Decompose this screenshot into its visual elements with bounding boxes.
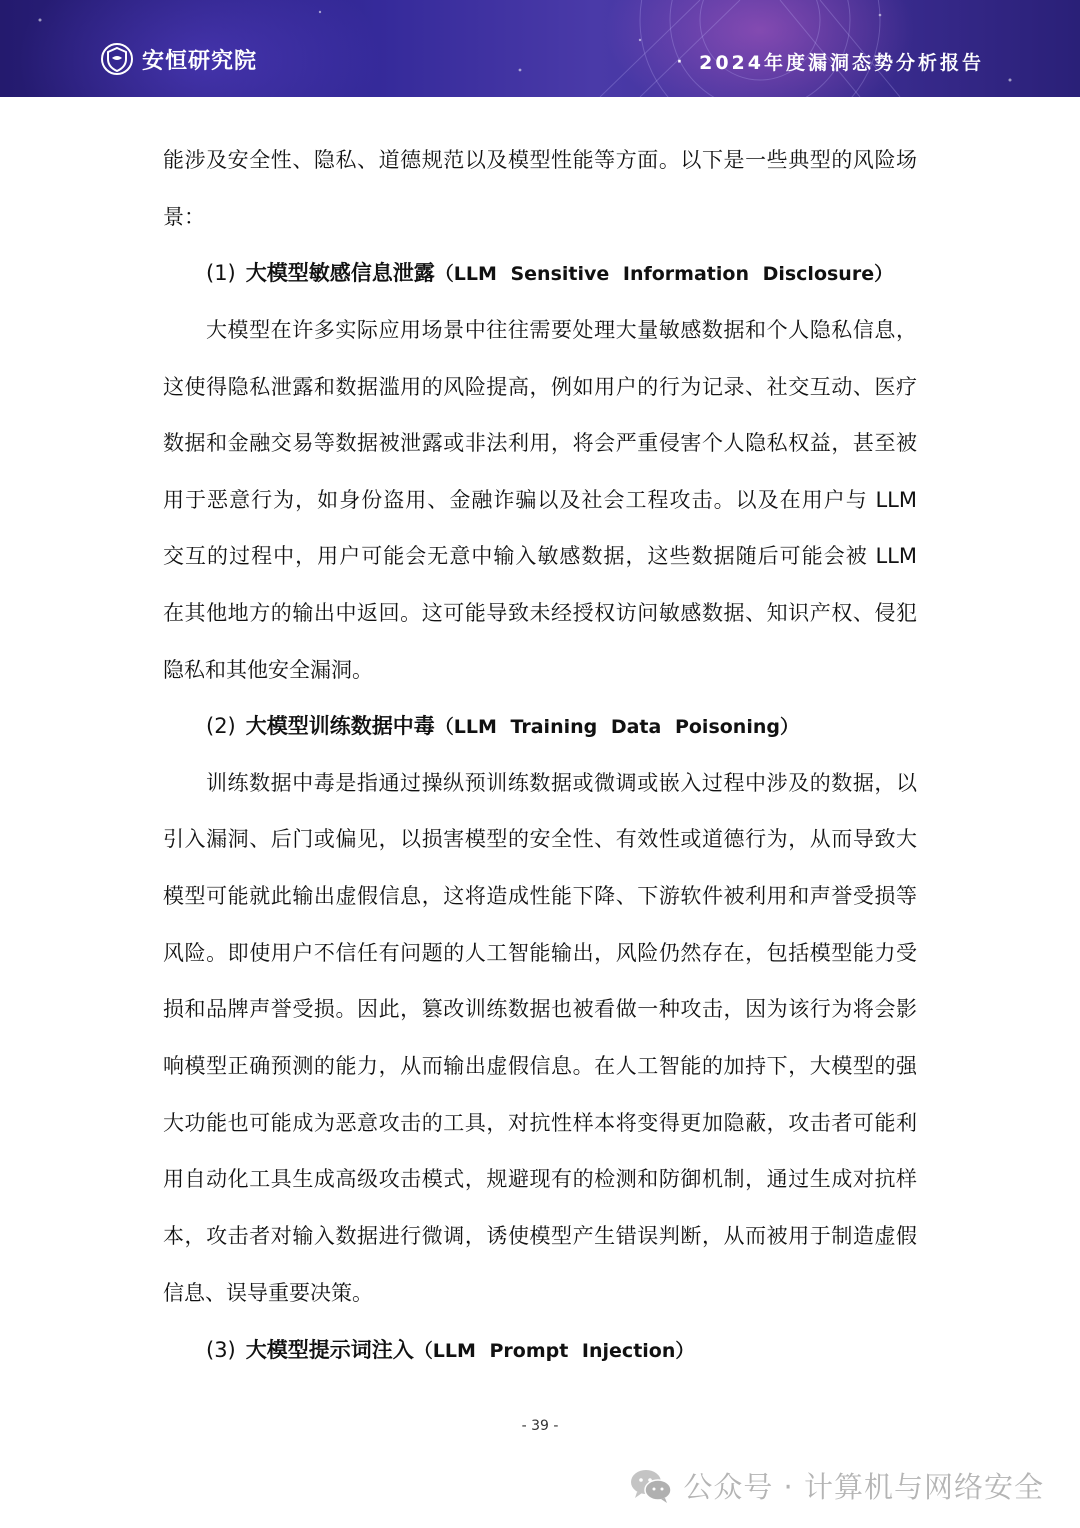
report-title-text: 2024年度漏洞态势分析报告 xyxy=(699,52,984,74)
page-number: - 39 - xyxy=(521,1418,559,1434)
intro-line: 能涉及安全性、隐私、道德规范以及模型性能等方面。以下是一些典型的风险场 xyxy=(163,148,917,172)
watermark-text: 公众号 · 计算机与网络安全 xyxy=(683,1470,1044,1504)
report-title xyxy=(677,48,984,75)
wechat-icon xyxy=(629,1468,673,1504)
section-title-zh: 大模型敏感信息泄露 xyxy=(245,261,435,285)
section-number: (1) xyxy=(206,261,236,285)
paragraph-line: 用于恶意行为，如身份盗用、金融诈骗以及社会工程攻击。以及在用户与 LLM xyxy=(163,488,917,512)
paragraph-line: 训练数据中毒是指通过操纵预训练数据或微调或嵌入过程中涉及的数据，以 xyxy=(206,771,917,795)
paragraph-line: 模型可能就此输出虚假信息，这将造成性能下降、下游软件被利用和声誉受损等 xyxy=(163,884,917,908)
paragraph-line: 隐私和其他安全漏洞。 xyxy=(163,658,373,682)
section-heading-3 xyxy=(206,1335,694,1366)
paragraph-line: 损和品牌声誉受损。因此，篡改训练数据也被看做一种攻击，因为该行为将会影 xyxy=(163,997,917,1021)
page-header-banner xyxy=(0,0,1080,97)
intro-line: 景： xyxy=(163,205,205,229)
paragraph-line: 风险。即使用户不信任有问题的人工智能输出，风险仍然存在，包括模型能力受 xyxy=(163,941,917,965)
section-title-zh: 大模型提示词注入 xyxy=(245,1338,414,1362)
paragraph-line: 在其他地方的输出中返回。这可能导致未经授权访问敏感数据、知识产权、侵犯 xyxy=(163,601,917,625)
section-number: (3) xyxy=(206,1338,236,1362)
paragraph-line: 响模型正确预测的能力，从而输出虚假信息。在人工智能的加持下，大模型的强 xyxy=(163,1054,917,1078)
paragraph-line: 这使得隐私泄露和数据滥用的风险提高，例如用户的行为记录、社交互动、医疗 xyxy=(163,375,917,399)
paragraph-line: 用自动化工具生成高级攻击模式，规避现有的检测和防御机制，通过生成对抗样 xyxy=(163,1167,917,1191)
wechat-watermark xyxy=(629,1465,1044,1506)
section-title-en: （LLM Training Data Poisoning） xyxy=(434,716,799,738)
paragraph-line: 数据和金融交易等数据被泄露或非法利用，将会严重侵害个人隐私权益，甚至被 xyxy=(163,431,917,455)
org-name: 安恒研究院 xyxy=(142,48,258,74)
paragraph-line: 本，攻击者对输入数据进行微调，诱使模型产生错误判断，从而被用于制造虚假 xyxy=(163,1224,917,1248)
org-logo xyxy=(100,42,257,76)
paragraph-line: 交互的过程中，用户可能会无意中输入敏感数据，这些数据随后可能会被 LLM xyxy=(163,544,917,568)
paragraph-line: 大功能也可能成为恶意攻击的工具，对抗性样本将变得更加隐蔽，攻击者可能利 xyxy=(163,1111,917,1135)
section-title-en: （LLM Sensitive Information Disclosure） xyxy=(434,263,894,285)
title-separator: · xyxy=(676,53,686,70)
paragraph-line: 引入漏洞、后门或偏见，以损害模型的安全性、有效性或道德行为，从而导致大 xyxy=(163,827,917,851)
paragraph-line: 信息、误导重要决策。 xyxy=(163,1281,373,1305)
section-heading-2 xyxy=(206,711,799,742)
shield-logo-icon xyxy=(100,42,134,76)
section-number: (2) xyxy=(206,714,236,738)
section-title-zh: 大模型训练数据中毒 xyxy=(245,714,435,738)
section-title-en: （LLM Prompt Injection） xyxy=(413,1340,695,1362)
section-heading-1 xyxy=(206,258,893,289)
paragraph-line: 大模型在许多实际应用场景中往往需要处理大量敏感数据和个人隐私信息， xyxy=(206,318,917,342)
